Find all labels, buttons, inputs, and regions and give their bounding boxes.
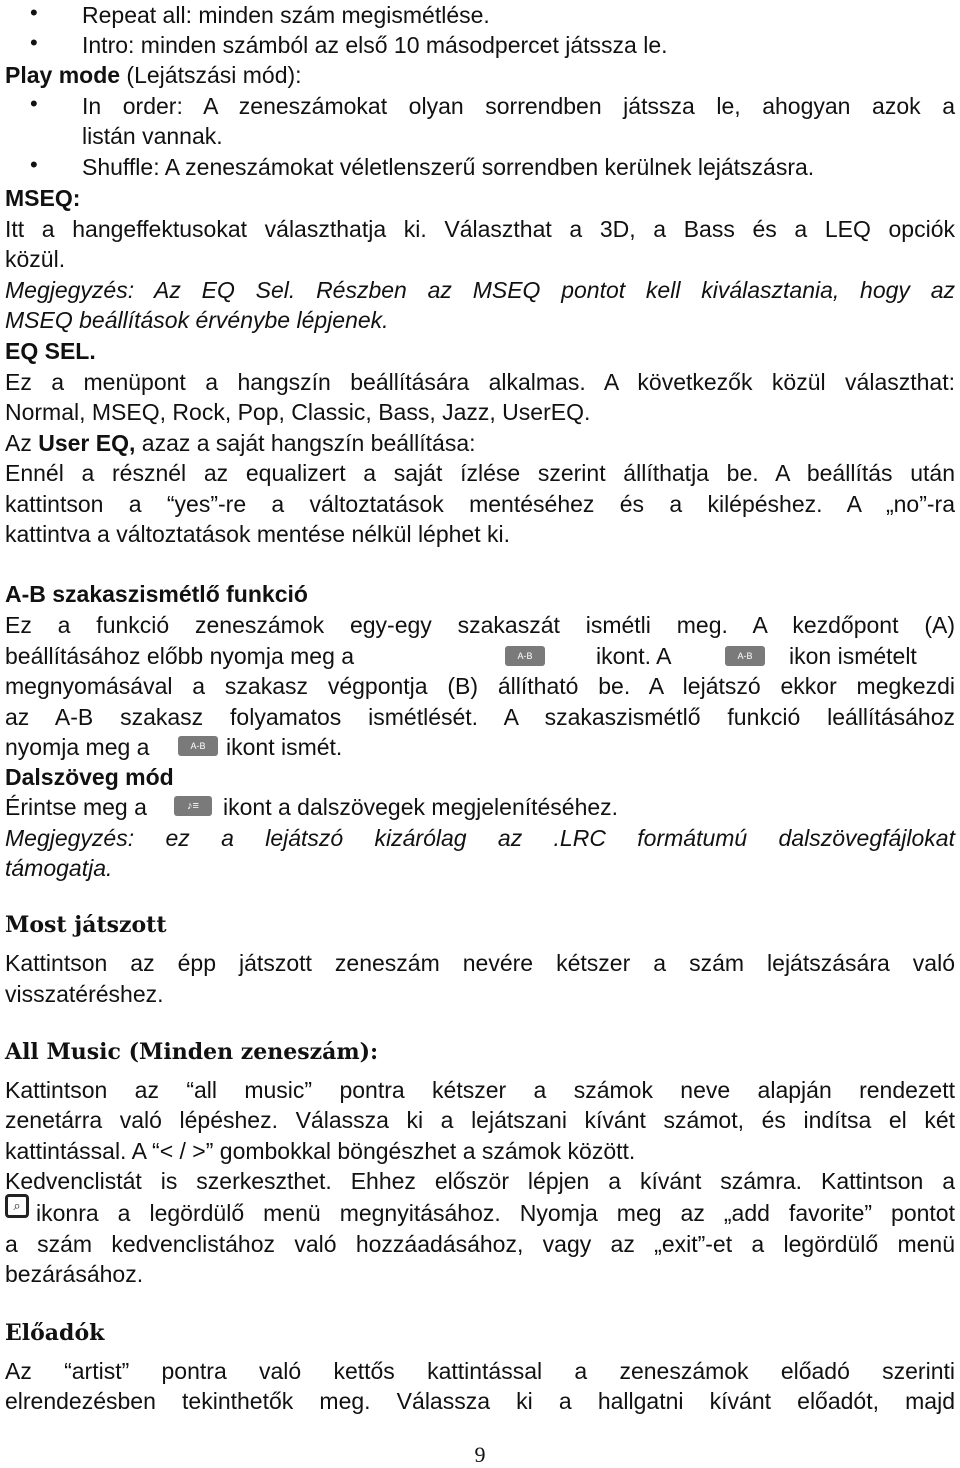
all-music-line1: Kattintson az “all music” pontra kétszer a számok neve alapján rendezett	[5, 1077, 955, 1103]
play-mode-in-order-line2: listán vannak.	[82, 123, 223, 149]
bullet-dot: •	[30, 30, 38, 55]
play-mode-shuffle: Shuffle: A zeneszámokat véletlenszerű sorrendben kerülnek lejátszásra.	[82, 154, 815, 180]
most-played-heading: Most játszott	[5, 912, 167, 938]
all-music-line5: ikonra a legördülő menü megnyitásához. Nyomja meg az „add favorite” pontot	[36, 1200, 955, 1226]
lyrics-note-line1: Megjegyzés: ez a lejátszó kizárólag az .LRC formátumú dalszövegfájlokat	[5, 825, 955, 851]
eqsel-user-eq-line	[5, 428, 476, 458]
ab-line2-part-a: beállításához előbb nyomja meg a	[5, 643, 355, 669]
ab-repeat-icon: A-B	[505, 646, 545, 666]
play-mode-title: Play mode	[5, 62, 121, 88]
eqsel-line1: Ez a menüpont a hangszín beállítására alkalmas. A következők közül választhat:	[5, 369, 955, 395]
lyrics-heading: Dalszöveg mód	[5, 764, 174, 790]
most-played-line2: visszatéréshez.	[5, 981, 164, 1007]
mseq-note-line1: Megjegyzés: Az EQ Sel. Részben az MSEQ pontot kell kiválasztania, hogy az	[5, 277, 955, 303]
ab-line1: Ez a funkció zeneszámok egy-egy szakaszát ismétli meg. A kezdőpont (A)	[5, 612, 955, 638]
eqsel-user-pre: Az	[5, 430, 39, 456]
mseq-note-line2: MSEQ beállítások érvénybe lépjenek.	[5, 307, 389, 333]
all-music-line4: Kedvenclistát is szerkeszthet. Ehhez először lépjen a kívánt számra. Kattintson a	[5, 1168, 955, 1194]
ab-repeat-icon: A-B	[725, 646, 765, 666]
eqsel-line6: kattintva a változtatások mentése nélkül léphet ki.	[5, 521, 511, 547]
play-mode-heading	[5, 60, 302, 90]
ab-line2-part-b: ikont. A	[596, 643, 672, 669]
ab-line5-part-a: nyomja meg a	[5, 734, 150, 760]
bullet-dot: •	[30, 91, 38, 116]
mseq-heading: MSEQ:	[5, 185, 81, 211]
lyrics-line1-part-b: ikont a dalszövegek megjelenítéséhez.	[223, 794, 619, 820]
ab-line5-part-b: ikont ismét.	[226, 734, 343, 760]
lyrics-icon: ♪≡	[174, 796, 212, 816]
bullet-dot: •	[30, 0, 38, 25]
eqsel-line4: Ennél a résznél az equalizert a saját ízlése szerint állíthatja be. A beállítás után	[5, 460, 955, 486]
all-music-heading: All Music (Minden zeneszám):	[5, 1039, 379, 1065]
ab-heading: A-B szakaszismétlő funkció	[5, 581, 308, 607]
eqsel-line5: kattintson a “yes”-re a változtatások mentéséhez és a kilépéshez. A „no”-ra	[5, 491, 955, 517]
artists-line1: Az “artist” pontra való kettős kattintással a zeneszámok előadó szerinti	[5, 1358, 955, 1384]
magnifier-icon: ⌕	[5, 1194, 29, 1218]
play-mode-title-rest: (Lejátszási mód):	[120, 62, 302, 88]
all-music-line6: a szám kedvenclistához való hozzáadásához, vagy az „exit”-et a legördülő menü	[5, 1231, 955, 1257]
eqsel-user-bold: User EQ,	[38, 430, 136, 456]
eqsel-line2: Normal, MSEQ, Rock, Pop, Classic, Bass, Jazz, UserEQ.	[5, 399, 591, 425]
mseq-line1: Itt a hangeffektusokat választhatja ki. Választhat a 3D, a Bass és a LEQ opciók	[5, 216, 955, 242]
ab-line4: az A-B szakasz folyamatos ismétlését. A szakaszismétlő funkció leállításához	[5, 704, 955, 730]
all-music-line3: kattintással. A “< / >” gombokkal böngészhet a számok között.	[5, 1138, 636, 1164]
artists-heading: Előadók	[5, 1320, 105, 1346]
lyrics-note-line2: támogatja.	[5, 855, 113, 881]
ab-line3: megnyomásával a szakasz végpontja (B) állítható be. A lejátszó ekkor megkezdi	[5, 673, 955, 699]
bullet-dot: •	[30, 152, 38, 177]
all-music-line7: bezárásához.	[5, 1261, 144, 1287]
ab-repeat-icon: A-B	[178, 736, 218, 756]
eqsel-user-post: azaz a saját hangszín beállítása:	[135, 430, 476, 456]
mseq-line2: közül.	[5, 246, 66, 272]
bullet-repeat-all: Repeat all: minden szám megismétlése.	[82, 2, 490, 28]
eqsel-heading: EQ SEL.	[5, 338, 96, 364]
all-music-line2: zenetárra való lépéshez. Válassza ki a lejátszani kívánt számot, és indítsa el két	[5, 1107, 955, 1133]
page-number: 9	[474, 1442, 486, 1467]
bullet-intro: Intro: minden számból az első 10 másodpercet játssza le.	[82, 32, 668, 58]
artists-line2: elrendezésben tekinthetők meg. Válassza ki a hallgatni kívánt előadót, majd	[5, 1388, 955, 1414]
lyrics-line1-part-a: Érintse meg a	[5, 794, 147, 820]
ab-line2-part-c: ikon ismételt	[789, 643, 917, 669]
most-played-line1: Kattintson az épp játszott zeneszám nevére kétszer a szám lejátszására való	[5, 950, 955, 976]
play-mode-in-order-line1: In order: A zeneszámokat olyan sorrendben játssza le, ahogyan azok a	[82, 93, 955, 119]
